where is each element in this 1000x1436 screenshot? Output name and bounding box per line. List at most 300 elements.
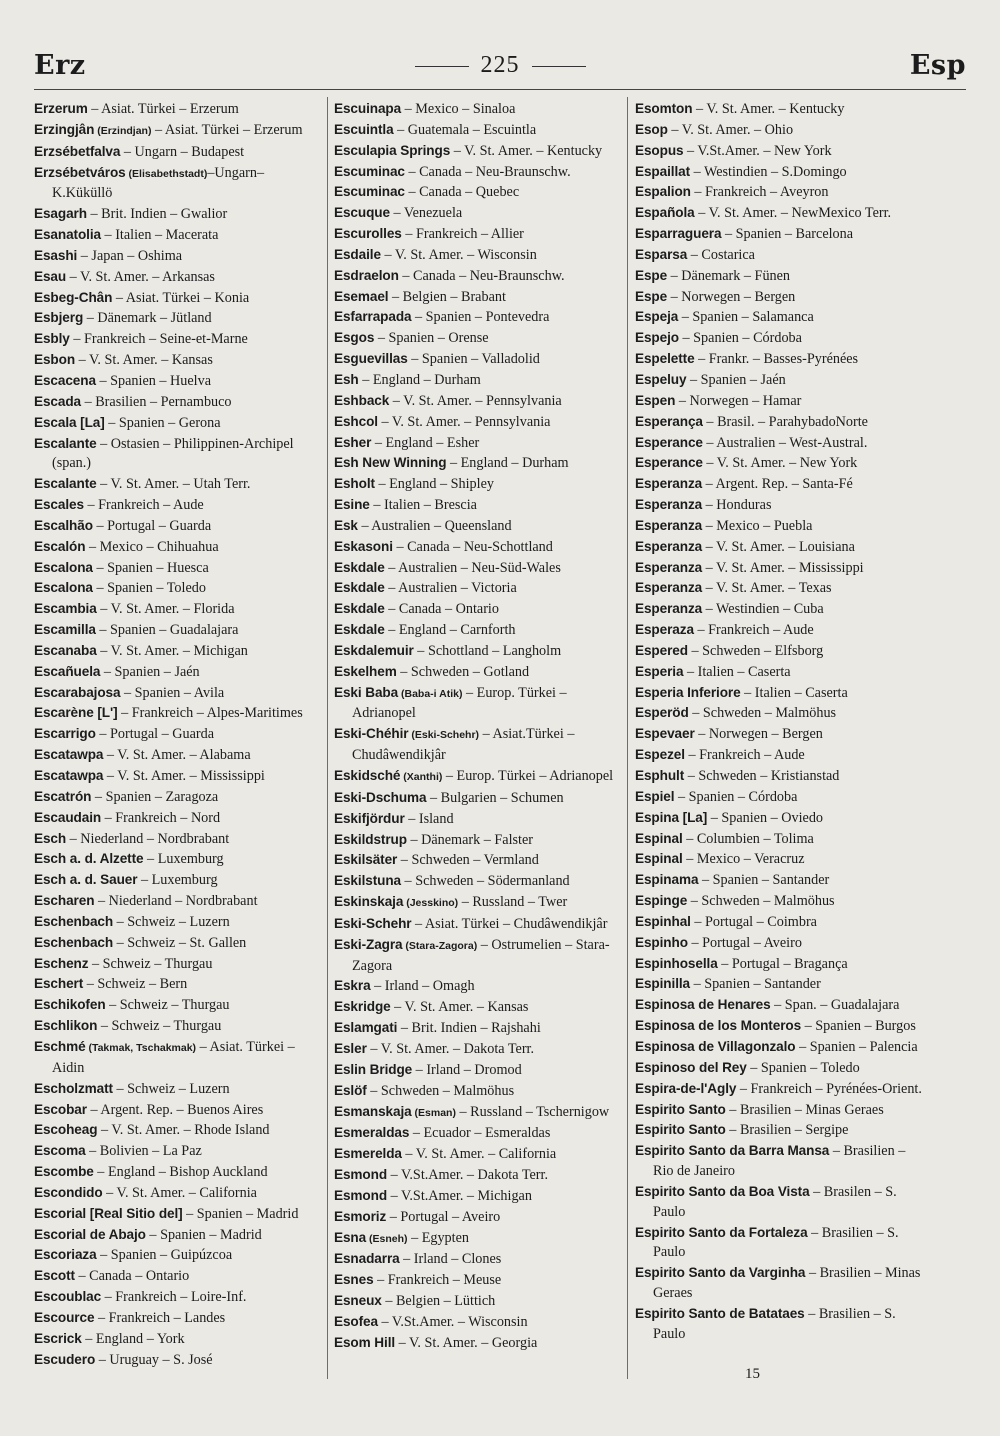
entry-location: – Mexico – Sinaloa: [401, 101, 516, 117]
entry-term: Erzingjân: [34, 121, 95, 137]
entry-alt-name: (Eski-Schehr): [408, 729, 480, 742]
entry-term: Esbeg-Chân: [34, 289, 113, 305]
entry-location: – Belgien – Brabant: [388, 288, 506, 305]
entry-term: Escalón: [34, 538, 86, 554]
entry-term: Esperanza: [635, 580, 703, 596]
gazetteer-entry: [635, 787, 925, 808]
gazetteer-entry: [34, 558, 320, 579]
entry-term: Escambia: [34, 601, 97, 617]
gazetteer-entry: [34, 745, 320, 766]
entry-location: – Spanien – Zaragoza: [91, 788, 219, 805]
entry-location: – Schweden – Södermanland: [401, 873, 570, 890]
entry-term: Esch: [34, 830, 67, 846]
entry-term: Escoublac: [34, 1289, 102, 1305]
entry-location: – Spanien – Santander: [690, 976, 821, 993]
gazetteer-entry: [334, 433, 624, 454]
entry-location: – V. St. Amer. – Kansas: [390, 999, 529, 1016]
gazetteer-entry: [34, 954, 320, 975]
gazetteer-entry: [334, 495, 624, 516]
entry-alt-name: (Xanthi): [400, 771, 443, 783]
entry-location: – Schweiz – Luzern: [112, 1080, 230, 1097]
gazetteer-entry: [334, 1249, 624, 1270]
entry-term: Esmerelda: [334, 1146, 402, 1162]
gazetteer-entry: [635, 703, 925, 724]
gazetteer-entry: [334, 266, 624, 287]
entry-location: – Spanien – Avila: [120, 684, 225, 701]
entry-term: Esperança: [635, 413, 703, 429]
gazetteer-entry: [635, 954, 925, 975]
entry-alt-name: (Jesskino): [403, 897, 459, 910]
entry-location: – Europ. Türkei – Adrianopel: [442, 768, 614, 784]
entry-term: Esler: [334, 1040, 367, 1056]
entry-term: Esagarh: [34, 206, 87, 222]
entry-term: Eskilsäter: [334, 852, 398, 868]
entry-term: Eski-Dschuma: [334, 789, 427, 805]
entry-location: – Niederland – Nordbrabant: [94, 893, 258, 910]
entry-term: Espirito Santo da Varginha: [635, 1265, 806, 1281]
entry-location: – Spanien – Orense: [374, 330, 489, 347]
gazetteer-entry: [34, 120, 320, 142]
entry-term: Espira-de-l'Agly: [635, 1080, 737, 1096]
entry-location: – Frankreich – Landes: [94, 1309, 226, 1326]
gazetteer-entry: [334, 1207, 624, 1228]
gazetteer-entry: [334, 871, 624, 892]
gazetteer-entry: [334, 1270, 624, 1291]
entry-location: – Asiat. Türkei – Chudâwendikjâr: [411, 915, 608, 932]
entry-term: Escrick: [34, 1330, 82, 1346]
column-2: [334, 99, 624, 1354]
gazetteer-entry: [334, 558, 624, 579]
entry-location: – Italien – Caserta: [683, 663, 791, 680]
entry-location: – Italien – Macerata: [101, 227, 219, 244]
entry-location: – Mexico – Chihuahua: [85, 538, 219, 555]
entry-location: – Canada – Ontario: [384, 601, 499, 618]
entry-location: – V.St.Amer. – New York: [683, 142, 832, 159]
entry-location: – Uruguay – S. José: [95, 1351, 213, 1368]
entry-location: – V. St. Amer. – Louisiana: [702, 538, 855, 555]
gazetteer-entry: [635, 599, 925, 620]
entry-term: Espe: [635, 267, 668, 283]
entry-location: – Japan – Oshima: [77, 247, 183, 264]
entry-term: Escharen: [34, 893, 95, 909]
entry-alt-name: (Baba-i Atik): [398, 687, 463, 700]
gazetteer-entry: [34, 1245, 320, 1266]
entry-term: Escondido: [34, 1184, 103, 1200]
entry-term: Espevaer: [635, 726, 695, 742]
entry-location: – Schweden – Malmöhus: [366, 1082, 515, 1099]
gazetteer-entry: [635, 662, 925, 683]
gazetteer-entry: [34, 163, 320, 205]
gazetteer-entry: [334, 578, 624, 599]
gazetteer-entry: [34, 1225, 320, 1246]
gazetteer-entry: [635, 537, 925, 558]
entry-location: – Australien – Neu-Süd-Wales: [384, 559, 561, 576]
entry-location: – Island: [404, 810, 454, 827]
entry-term: Esbon: [34, 352, 76, 368]
entry-term: Esholt: [334, 476, 375, 492]
gazetteer-entry: [334, 914, 624, 935]
gazetteer-entry: [34, 1141, 320, 1162]
entry-term: Eschert: [34, 976, 84, 992]
gazetteer-entry: [34, 620, 320, 641]
entry-term: Escuinapa: [334, 101, 402, 116]
entry-location: – Irland – Omagh: [370, 978, 475, 995]
entry-term: Escalona: [34, 559, 93, 575]
gazetteer-entry: [334, 1039, 624, 1060]
gazetteer-entry: [34, 870, 320, 891]
gazetteer-entry: [34, 371, 320, 392]
gazetteer-entry: [334, 662, 624, 683]
entry-location: – Spanien – Gerona: [104, 414, 221, 431]
entry-location: – Portugal – Aveiro: [386, 1208, 501, 1225]
entry-location: – Canada – Quebec: [404, 184, 520, 201]
gazetteer-entry: [334, 683, 624, 725]
entry-term: Escañuela: [34, 663, 101, 679]
gazetteer-entry: [334, 788, 624, 809]
gazetteer-entry: [34, 641, 320, 662]
entry-alt-name: (Esman): [411, 1106, 456, 1119]
gazetteer-entry: [34, 1079, 320, 1100]
gazetteer-entry: [635, 1182, 925, 1223]
entry-term: Eskilstuna: [334, 873, 401, 889]
entry-location: – Portugal – Bragança: [717, 955, 848, 972]
entry-term: Espelette: [635, 351, 695, 367]
entry-term: Espirito Santo: [635, 1101, 726, 1117]
entry-term: Esemael: [334, 288, 389, 304]
entry-term: Espeja: [635, 309, 679, 325]
entry-term: Esbjerg: [34, 310, 84, 326]
entry-location: –Ungarn– K.Küküllö: [52, 164, 265, 202]
entry-location: – V. St. Amer. – Kansas: [75, 352, 213, 369]
header-rule: [34, 89, 966, 90]
entry-location: – Schottland – Langholm: [413, 642, 562, 659]
gazetteer-entry: [34, 99, 320, 120]
entry-location: – Costarica: [687, 246, 755, 263]
gazetteer-entry: [34, 474, 320, 495]
entry-term: Erzerum: [34, 101, 88, 116]
entry-location: – Spanien – Valladolid: [407, 351, 540, 368]
entry-location: – Australien – Queensland: [357, 517, 512, 534]
entry-term: Escuintla: [334, 121, 394, 137]
gazetteer-entry: [334, 287, 624, 308]
entry-location: – Canada – Neu-Braunschw.: [398, 267, 565, 284]
entry-location: – Portugal – Guarda: [92, 517, 212, 534]
entry-term: Eski Baba: [334, 684, 399, 700]
header-rule-left: [415, 66, 469, 67]
gazetteer-entry: [635, 912, 925, 933]
entry-location: – Canada – Neu-Schottland: [392, 538, 553, 555]
entry-location: – Columbien – Tolima: [682, 830, 814, 847]
entry-term: Esperia Inferiore: [635, 684, 741, 700]
entry-location: – Span. – Guadalajara: [770, 997, 900, 1014]
gazetteer-entry: [34, 766, 320, 787]
entry-term: Escatrón: [34, 788, 92, 804]
entry-term: Escudero: [34, 1351, 96, 1367]
gazetteer-entry: [34, 495, 320, 516]
entry-term: Eschlikon: [34, 1018, 98, 1034]
entry-location: – Portugal – Aveiro: [687, 934, 802, 951]
entry-term: Erzsébetfalva: [34, 143, 121, 159]
entry-location: – Ecuador – Esmeraldas: [409, 1125, 551, 1142]
entry-location: – Bolivien – La Paz: [85, 1143, 202, 1160]
gazetteer-entry: [635, 829, 925, 850]
entry-term: Eskelhem: [334, 663, 397, 679]
column-divider: [627, 97, 628, 1379]
gazetteer-entry: [34, 142, 320, 163]
entry-term: Eskildstrup: [334, 831, 407, 847]
entry-location: – V. St. Amer. – Dakota Terr.: [366, 1040, 535, 1057]
entry-term: Esmoriz: [334, 1208, 387, 1224]
entry-term: Erzsébetváros: [34, 164, 126, 180]
gazetteer-entry: [34, 1350, 320, 1371]
entry-term: Espinhosella: [635, 955, 718, 971]
gazetteer-entry: [635, 370, 925, 391]
entry-term: Eshback: [334, 392, 390, 408]
entry-term: Espaillat: [635, 163, 691, 179]
entry-term: Espinge: [635, 893, 688, 909]
entry-location: – Brasilien – Minas Geraes: [653, 1265, 921, 1302]
entry-location: – V. St. Amer. – Mississippi: [103, 768, 265, 784]
gazetteer-entry: [334, 830, 624, 851]
gazetteer-entry: [334, 537, 624, 558]
entry-location: – Frankreich – Allier: [401, 226, 524, 243]
entry-location: – Luxemburg: [143, 851, 224, 868]
header-last-entry: Esp: [909, 50, 966, 81]
entry-location: – Italien – Brescia: [369, 497, 477, 514]
gazetteer-entry: [334, 328, 624, 349]
entry-location: – Spanien – Huelva: [95, 372, 211, 389]
gazetteer-entry: [334, 641, 624, 662]
entry-term: Esfarrapada: [334, 309, 412, 325]
entry-term: Esdaile: [334, 246, 381, 262]
entry-location: – Spanien – Madrid: [145, 1226, 262, 1243]
gazetteer-entry: [635, 266, 925, 287]
entry-term: Esperance: [635, 455, 703, 471]
entry-location: – V. St. Amer. – Michigan: [96, 642, 248, 659]
entry-term: Eskdale: [334, 580, 385, 596]
entry-term: Esbly: [34, 331, 70, 347]
gazetteer-entry: [334, 349, 624, 370]
entry-location: – Egypten: [407, 1229, 469, 1246]
gazetteer-entry: [334, 141, 624, 162]
gazetteer-entry: [334, 120, 624, 141]
entry-term: Esopus: [635, 142, 684, 158]
gazetteer-entry: [34, 1266, 320, 1287]
gazetteer-entry: [34, 1329, 320, 1350]
entry-location: – Spanien – Santander: [698, 872, 830, 889]
gazetteer-entry: [635, 891, 925, 912]
entry-location: – V. St. Amer. – California: [102, 1184, 257, 1201]
entry-term: Eskridge: [334, 999, 391, 1015]
gazetteer-entry: [334, 516, 624, 537]
gazetteer-entry: [34, 350, 320, 371]
entry-term: Espezel: [635, 747, 685, 763]
entry-location: – Spanien – Guadalajara: [95, 622, 239, 639]
page-header: [34, 48, 966, 88]
entry-term: Esperanza: [635, 517, 703, 533]
gazetteer-entry: [635, 1079, 925, 1100]
entry-term: Esch a. d. Sauer: [34, 872, 138, 888]
entry-location: – Brasilen – S. Paulo: [653, 1183, 897, 1220]
entry-location: – Brasilien – Pernambuco: [81, 393, 232, 410]
header-rule-right: [532, 66, 586, 67]
entry-location: – Italien – Caserta: [740, 684, 848, 701]
entry-term: Escorial [Real Sitio del]: [34, 1205, 183, 1221]
entry-location: – Brasil. – ParahybadoNorte: [702, 413, 868, 430]
entry-location: – V. St. Amer. – Kentucky: [450, 142, 603, 159]
entry-location: – Frankreich – Nord: [101, 809, 221, 826]
gazetteer-entry: [34, 1287, 320, 1308]
entry-term: Española: [635, 205, 695, 221]
entry-term: Espejo: [635, 330, 679, 346]
entry-location: – V. St. Amer. – Ohio: [667, 121, 794, 138]
entry-term: Espinoso del Rey: [635, 1059, 747, 1075]
entry-term: Esperanza: [635, 559, 703, 575]
entry-location: – England – Shipley: [374, 476, 494, 493]
gazetteer-entry: [635, 1016, 925, 1037]
gazetteer-entry: [635, 558, 925, 579]
entry-location: – Schweiz – Bern: [83, 976, 188, 993]
gazetteer-entry: [635, 1263, 925, 1304]
entry-term: Eschenz: [34, 955, 89, 971]
entry-term: Escalante: [34, 476, 97, 492]
entry-location: – Guatemala – Escuintla: [393, 121, 537, 138]
gazetteer-entry: [34, 662, 320, 683]
entry-location: – Portugal – Coimbra: [690, 913, 817, 930]
gazetteer-entry: [635, 724, 925, 745]
entry-term: Eski-Chéhir: [334, 726, 409, 742]
gazetteer-entry: [635, 328, 925, 349]
gazetteer-entry: [334, 307, 624, 328]
entry-location: – England – York: [81, 1330, 185, 1347]
gazetteer-entry: [34, 1204, 320, 1225]
entry-location: – Frankreich – Meuse: [373, 1272, 502, 1289]
entry-location: – Frankreich – Loire-Inf.: [101, 1289, 247, 1306]
entry-location: – V. St. Amer. – Rhode Island: [97, 1122, 270, 1139]
entry-term: Esmanskaja: [334, 1103, 412, 1119]
entry-term: Esculapia Springs: [334, 142, 451, 158]
entry-location: – Spanien – Jaén: [100, 663, 200, 680]
gazetteer-entry: [334, 1081, 624, 1102]
entry-location: – Spanien – Toledo: [92, 580, 206, 597]
entry-location: – Europ. Türkei – Adrianopel: [352, 684, 567, 722]
entry-location: – Schweiz – Luzern: [113, 913, 230, 930]
entry-term: Escoheag: [34, 1122, 98, 1138]
entry-location: – England – Bishop Auckland: [93, 1164, 268, 1181]
entry-term: Escott: [34, 1268, 75, 1284]
gazetteer-entry: [635, 495, 925, 516]
entry-location: – Mexico – Veracruz: [682, 851, 805, 868]
entry-location: – Frankreich – Pyrénées-Orient.: [736, 1080, 922, 1097]
entry-term: Espirito Santo da Fortaleza: [635, 1224, 808, 1240]
entry-location: – Frankreich – Aude: [83, 497, 204, 514]
entry-term: Escobar: [34, 1101, 87, 1117]
entry-term: Escombe: [34, 1164, 94, 1180]
entry-term: Espinal: [635, 830, 683, 846]
entry-term: Esanatolia: [34, 227, 101, 243]
gazetteer-entry: [34, 1183, 320, 1204]
gazetteer-entry: [334, 1123, 624, 1144]
entry-location: – V. St. Amer. – Pennsylvania: [377, 413, 551, 430]
gazetteer-entry: [334, 474, 624, 495]
entry-location: – Spanien – Córdoba: [678, 330, 802, 347]
entry-location: – Ungarn – Budapest: [120, 143, 245, 160]
entry-term: Eschenbach: [34, 913, 114, 929]
entry-term: Escatawpa: [34, 768, 104, 783]
entry-location: – England – Durham: [446, 455, 569, 472]
gazetteer-entry: [334, 1165, 624, 1186]
column-3: [635, 99, 925, 1345]
entry-term: Espered: [635, 642, 688, 658]
gazetteer-entry: [635, 99, 925, 120]
entry-term: Eskdalemuir: [334, 642, 414, 658]
entry-term: Esh New Winning: [334, 455, 447, 471]
entry-location: – England – Esher: [371, 434, 480, 451]
entry-term: Esomton: [635, 101, 693, 116]
entry-location: – Venezuela: [389, 205, 463, 222]
entry-location: – Frankreich – Aveyron: [690, 184, 829, 201]
entry-term: Escarrigo: [34, 726, 96, 742]
entry-location: – Argent. Rep. – Santa-Fé: [702, 476, 853, 493]
entry-term: Eskifjördur: [334, 810, 405, 826]
entry-location: – Belgien – Lüttich: [381, 1293, 496, 1310]
gazetteer-entry: [635, 766, 925, 787]
entry-term: Esphult: [635, 768, 685, 783]
entry-location: – Norwegen – Hamar: [675, 392, 802, 409]
entry-location: – Bulgarien – Schumen: [426, 789, 564, 806]
entry-term: Eskinskaja: [334, 894, 404, 910]
entry-location: – Frankreich – Seine-et-Marne: [69, 331, 248, 348]
gazetteer-entry: [34, 1016, 320, 1037]
gazetteer-entry: [635, 1037, 925, 1058]
entry-term: Eshcol: [334, 413, 378, 429]
entry-term: Escales: [34, 497, 84, 513]
entry-location: – V. St. Amer. – Kentucky: [692, 101, 845, 117]
gazetteer-entry: [635, 391, 925, 412]
gazetteer-entry: [635, 433, 925, 454]
entry-alt-name: (Takmak, Tschakmak): [85, 1041, 197, 1054]
header-page-number-block: [34, 52, 966, 79]
entry-term: Eski-Schehr: [334, 915, 412, 931]
gazetteer-entry: [34, 288, 320, 309]
gazetteer-entry: [635, 620, 925, 641]
gazetteer-entry: [334, 370, 624, 391]
entry-term: Esperaza: [635, 622, 694, 638]
gazetteer-entry: [334, 245, 624, 266]
entry-location: – Spanien – Barcelona: [721, 226, 854, 243]
entry-term: Esk: [334, 517, 358, 533]
gazetteer-entry: [635, 120, 925, 141]
entry-term: Escacena: [34, 372, 96, 388]
gazetteer-entry: [635, 349, 925, 370]
gazetteer-entry: [635, 974, 925, 995]
entry-term: Espinosa de Villagonzalo: [635, 1038, 796, 1054]
entry-location: – Asiat. Türkei – Erzerum: [87, 101, 239, 117]
entry-term: Esparsa: [635, 246, 688, 262]
gazetteer-entry: [635, 474, 925, 495]
entry-term: Espinosa de los Monteros: [635, 1018, 802, 1034]
gazetteer-entry: [635, 453, 925, 474]
entry-term: Esofea: [334, 1313, 378, 1329]
entry-location: – Australien – West-Austral.: [702, 434, 868, 451]
entry-location: – Dänemark – Falster: [406, 831, 534, 848]
entry-location: – Brasilien – S. Paulo: [653, 1305, 896, 1342]
entry-term: Espe: [635, 288, 668, 304]
gazetteer-entry: [334, 182, 624, 203]
gazetteer-entry: [635, 224, 925, 245]
gazetteer-entry: [635, 641, 925, 662]
gazetteer-entry: [635, 870, 925, 891]
